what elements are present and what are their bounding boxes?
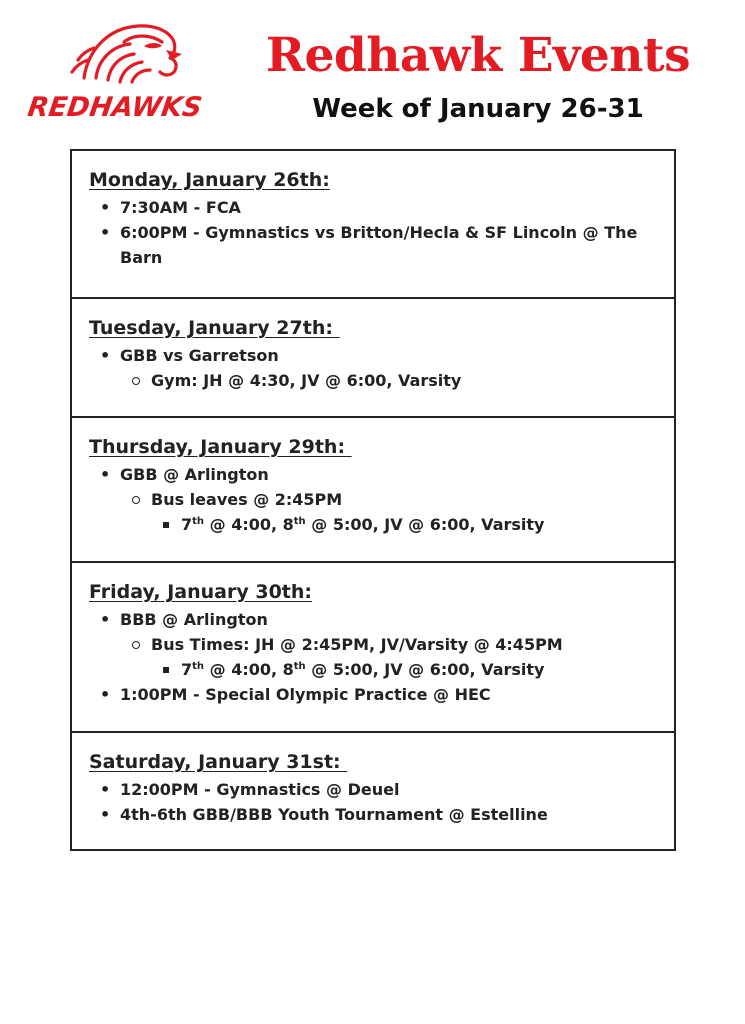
page-subtitle: Week of January 26-31 (312, 94, 644, 124)
schedule-text: @ 4:00, 8 (204, 515, 294, 534)
event-list (89, 195, 656, 270)
event-list (89, 607, 656, 707)
day-heading: Friday, January 30th: (89, 581, 313, 603)
day-section-thursday (72, 416, 674, 561)
day-section-monday (72, 151, 674, 297)
hawk-head-icon (26, 20, 226, 100)
event-list (89, 462, 656, 537)
event-subitem: Gym: JH @ 4:30, JV @ 6:00, Varsity (89, 368, 656, 393)
event-item: • GBB @ Arlington (89, 462, 656, 487)
event-item: • GBB vs Garretson (89, 343, 656, 368)
event-subitem: Bus leaves @ 2:45PM (89, 487, 656, 512)
event-subsubitem (89, 657, 656, 682)
day-heading: Monday, January 26th: (89, 169, 330, 191)
ordinal-number: 7 (181, 660, 193, 679)
event-item: • 12:00PM - Gymnastics @ Deuel (89, 777, 656, 802)
ordinal-suffix: th (293, 661, 306, 672)
schedule-text: @ 5:00, JV @ 6:00, Varsity (305, 515, 545, 534)
schedule-text: @ 5:00, JV @ 6:00, Varsity (305, 660, 545, 679)
day-heading: Tuesday, January 27th: (89, 317, 340, 339)
schedule-text: @ 4:00, 8 (204, 660, 294, 679)
redhawks-logo (26, 20, 226, 128)
event-item: • 1:00PM - Special Olympic Practice @ HEC (89, 682, 656, 707)
page-title: Redhawk Events (265, 28, 691, 83)
logo-wordmark: REDHAWKS (25, 92, 204, 123)
event-subitem: Bus Times: JH @ 2:45PM, JV/Varsity @ 4:45PM (89, 632, 656, 657)
event-subsubitem (89, 512, 656, 537)
event-item: • 7:30AM - FCA (89, 195, 656, 220)
event-item: • 6:00PM - Gymnastics vs Britton/Hecla & SF Lincoln @ The Barn (89, 220, 656, 270)
ordinal-suffix: th (192, 661, 205, 672)
day-section-friday (72, 561, 674, 731)
ordinal-suffix: th (293, 516, 306, 527)
day-section-saturday (72, 731, 674, 849)
day-heading: Saturday, January 31st: (89, 751, 348, 773)
ordinal-suffix: th (192, 516, 205, 527)
day-heading: Thursday, January 29th: (89, 436, 352, 458)
event-list (89, 343, 656, 393)
event-item: • BBB @ Arlington (89, 607, 656, 632)
events-table (70, 149, 676, 851)
event-list (89, 777, 656, 827)
event-item: • 4th-6th GBB/BBB Youth Tournament @ Estelline (89, 802, 656, 827)
ordinal-number: 7 (181, 515, 193, 534)
day-section-tuesday (72, 297, 674, 416)
